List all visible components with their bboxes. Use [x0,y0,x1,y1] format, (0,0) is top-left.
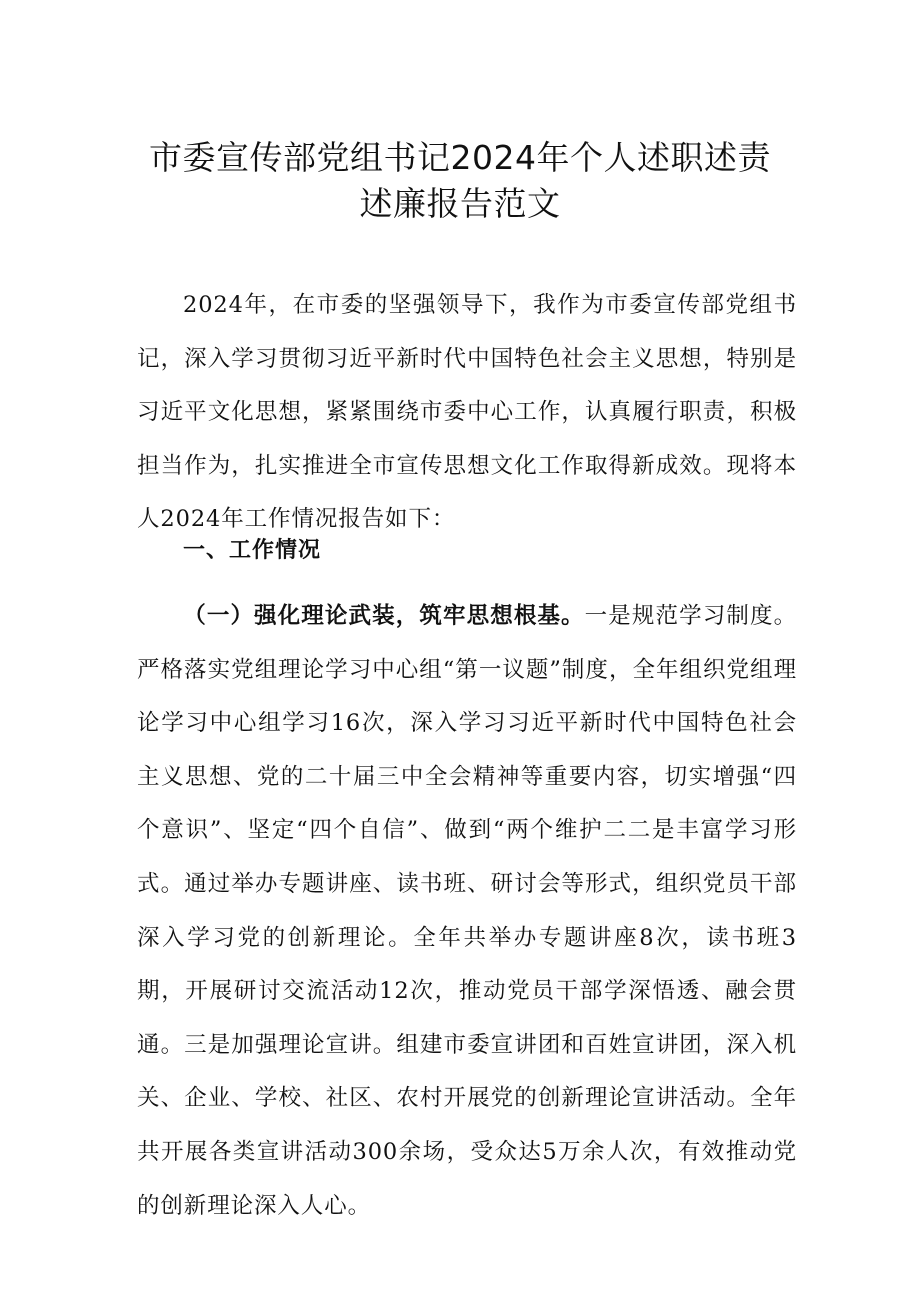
section1-sub1-paragraph [137,590,797,1233]
section1-sub1-label: （一）强化理论武装，筑牢思想根基。 [183,603,585,629]
section1-sub1-text: 一是规范学习制度。严格落实党组理论学习中心组“第一议题”制度，全年组织党组理论学习中心组学习16次，深入学习习近平新时代中国特色社会主义思想、党的二十届三中全会精神等重要内容，切实增强“四个意识”、坚定“四个自信”、做到“两个维护二二是丰富学习形式。通过举办专题讲座、读书班、研讨会等形式，组织党员干部深入学习党的创新理论。全年共举办专题讲座8次，读书班3期，开展研讨交流活动12次，推动党员干部学深悟透、融会贯通。三是加强理论宣讲。组建市委宣讲团和百姓宣讲团，深入机关、企业、学校、社区、农村开展党的创新理论宣讲活动。全年共开展各类宣讲活动300余场，受众达5万余人次，有效推动党的创新理论深入人心。 [137,603,797,1219]
document-title-line2: 述廉报告范文 [359,184,561,223]
intro-text: 2024年，在市委的坚强领导下，我作为市委宣传部党组书记，深入学习贯彻习近平新时代中国特色社会主义思想，特别是习近平文化思想，紧紧围绕市委中心工作，认真履行职责，积极担当作为，扎实推进全市宣传思想文化工作取得新成效。现将本人2024年工作情况报告如下： [137,292,797,533]
intro-paragraph [137,279,797,547]
section1-heading: 一、工作情况 [183,538,322,563]
document-title-line1: 市委宣传部党组书记2024年个人述职述责 [149,138,771,177]
